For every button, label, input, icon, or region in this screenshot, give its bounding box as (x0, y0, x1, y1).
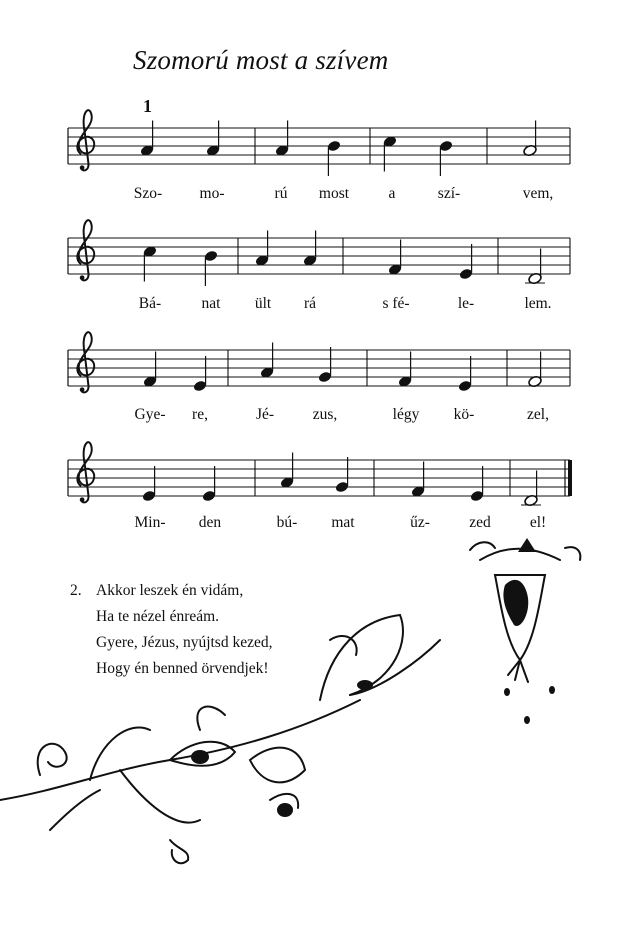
lyric-syllable: rá (303, 295, 317, 312)
lyric-syllable: Jé- (255, 406, 275, 423)
lyric-syllable: zus, (312, 406, 338, 423)
lyric-syllable: zed (469, 514, 491, 531)
verse-line: Akkor leszek én vidám, (96, 582, 244, 599)
lyric-syllable: szí- (437, 185, 461, 202)
lyric-syllable: Szo- (133, 185, 163, 202)
verse-number: 2. (70, 582, 82, 599)
measure-number: 1 (143, 96, 152, 116)
lyric-syllable: rú (274, 185, 288, 202)
lyric-syllable: nat (201, 295, 221, 312)
lyric-syllable: Bá- (138, 295, 162, 312)
lyric-syllable: a (388, 185, 396, 202)
lyric-syllable: mo- (199, 185, 225, 202)
lyric-syllable: mat (331, 514, 355, 531)
lyric-syllable: űz- (410, 514, 430, 531)
lyric-syllable: légy (392, 406, 420, 423)
verse-line: Hogy én benned örvendjek! (96, 660, 269, 677)
lyric-syllable: Gye- (134, 406, 166, 423)
lyric-syllable: most (318, 185, 350, 202)
lyric-syllable: den (198, 514, 222, 531)
lyric-syllable: zel, (527, 406, 549, 423)
lyric-syllable: le- (457, 295, 475, 312)
lyric-syllable: ült (254, 295, 272, 312)
lyric-syllable: lem. (524, 295, 552, 312)
lyric-syllable: re, (192, 406, 208, 423)
lyric-syllable: el! (529, 514, 547, 531)
lyric-syllable: vem, (522, 185, 554, 202)
lyric-syllable: Min- (134, 514, 166, 531)
lyric-syllable: bú- (276, 514, 298, 531)
verse-line: Ha te nézel énreám. (96, 608, 220, 625)
lyric-syllable: kö- (453, 406, 475, 423)
verse-line: Gyere, Jézus, nyújtsd kezed, (96, 634, 273, 651)
song-title: Szomorú most a szívem (133, 45, 389, 75)
lyric-syllable: s fé- (382, 295, 410, 312)
